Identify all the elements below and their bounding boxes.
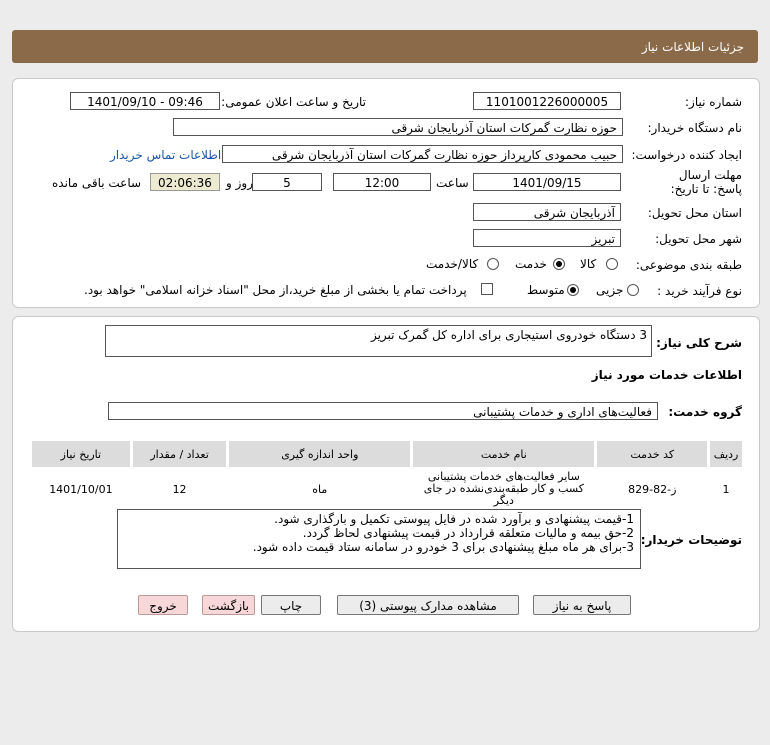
buyer-contact-link[interactable]: اطلاعات تماس خریدار: [110, 148, 222, 162]
treasury-payment-note: پرداخت تمام یا بخشی از مبلغ خرید،از محل "اسناد خزانه اسلامی" خواهد بود.: [84, 283, 467, 297]
need-number-field: 1101001226000005: [473, 92, 621, 110]
summary-label: شرح کلی نیاز:: [656, 336, 742, 350]
col-unit: واحد اندازه گیری: [228, 440, 412, 469]
buyer-notes-label: توضیحات خریدار:: [640, 533, 742, 547]
creator-label: ایجاد کننده درخواست:: [631, 148, 742, 162]
category-option-goods: کالا: [580, 257, 597, 271]
category-radio-goods[interactable]: [606, 258, 618, 270]
process-option-minor: جزیی: [596, 283, 624, 297]
buyer-note-line: 1-قیمت پیشنهادی و برآورد شده در فایل پیوستی تکمیل و بارگذاری شود.: [274, 512, 634, 526]
buyer-note-line: 3-برای هر ماه مبلغ پیشنهادی برای 3 خودرو در سامانه ستاد قیمت داده شود.: [252, 540, 634, 554]
print-button[interactable]: چاپ: [261, 595, 321, 615]
summary-field: [105, 325, 652, 357]
cell-unit: ماه: [228, 469, 412, 510]
table-row: [31, 469, 744, 510]
summary-text: 3 دستگاه خودروی استیجاری برای اداره کل گمرک تبریز: [370, 328, 647, 342]
category-option-goods-service: کالا/خدمت: [426, 257, 479, 271]
exit-button[interactable]: خروج: [138, 595, 188, 615]
cell-service-name: سایر فعالیت‌های خدمات پشتیبانی کسب و کار طبقه‌بندی‌نشده در جای دیگر: [412, 469, 596, 510]
category-option-service: خدمت: [515, 257, 547, 271]
cell-service-code: ز-82-829: [596, 469, 709, 510]
col-service-name: نام خدمت: [412, 440, 596, 469]
services-table: [29, 438, 745, 511]
city-label: شهر محل تحویل:: [655, 232, 742, 246]
buyer-notes-box: [117, 509, 641, 569]
category-radio-goods-service[interactable]: [487, 258, 499, 270]
page-title: جزئیات اطلاعات نیاز: [641, 40, 744, 54]
province-label: استان محل تحویل:: [647, 206, 742, 220]
service-group-label: گروه خدمت:: [668, 405, 742, 419]
process-option-medium: متوسط: [527, 283, 565, 297]
creator-field: حبیب محمودی کارپرداز حوزه نظارت گمرکات استان آذربایجان شرقی: [222, 145, 623, 163]
process-radio-medium[interactable]: [567, 284, 579, 296]
category-radio-service[interactable]: [553, 258, 565, 270]
attachments-button[interactable]: مشاهده مدارک پیوستی (3): [337, 595, 519, 615]
service-group-field: فعالیت‌های اداری و خدمات پشتیبانی: [108, 402, 658, 420]
cell-quantity: 12: [131, 469, 228, 510]
announce-date-field: 1401/09/10 - 09:46: [70, 92, 220, 110]
time-remaining-label: ساعت باقی مانده: [52, 176, 142, 190]
back-button[interactable]: بازگشت: [202, 595, 255, 615]
cell-need-date: 1401/10/01: [31, 469, 132, 510]
category-label: طبقه بندی موضوعی:: [635, 258, 742, 272]
reply-button[interactable]: پاسخ به نیاز: [533, 595, 631, 615]
process-radio-minor[interactable]: [627, 284, 639, 296]
announce-date-label: تاریخ و ساعت اعلان عمومی:: [221, 95, 366, 109]
time-remaining-field: 02:06:36: [150, 173, 220, 191]
page-header: [12, 30, 758, 63]
table-header-row: [31, 440, 744, 469]
cell-row-number: 1: [709, 469, 744, 510]
need-info-panel: [12, 78, 760, 308]
buyer-note-line: 2-حق بیمه و مالیات متعلقه قرارداد در قیمت پیشنهادی لحاظ گردد.: [302, 526, 634, 540]
col-quantity: تعداد / مقدار: [131, 440, 228, 469]
days-label: روز و: [226, 176, 253, 190]
buyer-org-label: نام دستگاه خریدار:: [647, 121, 742, 135]
treasury-payment-checkbox[interactable]: [481, 283, 493, 295]
province-field: آذربایجان شرقی: [473, 203, 621, 221]
process-type-label: نوع فرآیند خرید :: [657, 284, 742, 298]
deadline-time-field: 12:00: [333, 173, 431, 191]
days-remaining-field: 5: [252, 173, 322, 191]
need-number-label: شماره نیاز:: [685, 95, 742, 109]
buyer-org-field: حوزه نظارت گمرکات استان آذربایجان شرقی: [173, 118, 623, 136]
col-need-date: تاریخ نیاز: [31, 440, 132, 469]
deadline-time-label: ساعت: [436, 176, 469, 190]
services-section-title: اطلاعات خدمات مورد نیاز: [591, 368, 742, 382]
deadline-label: مهلت ارسال پاسخ: تا تاریخ:: [670, 168, 742, 196]
deadline-date-field: 1401/09/15: [473, 173, 621, 191]
city-field: تبریز: [473, 229, 621, 247]
col-service-code: کد خدمت: [596, 440, 709, 469]
col-row-number: ردیف: [709, 440, 744, 469]
